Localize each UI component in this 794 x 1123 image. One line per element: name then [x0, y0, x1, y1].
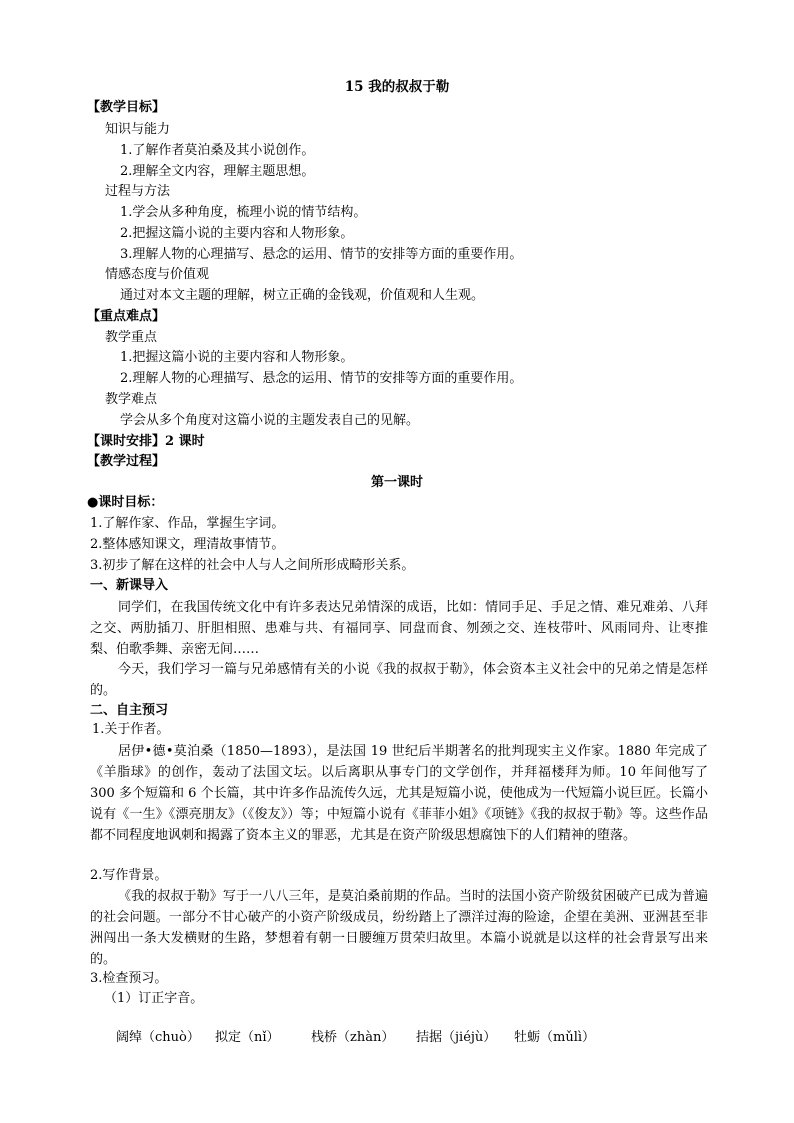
- focus-item: 1.把握这篇小说的主要内容和人物形象。: [120, 350, 354, 365]
- emotion-text: 通过对本文主题的理解，树立正确的金钱观，价值观和人生观。: [120, 288, 485, 303]
- intro-paragraph-2: [90, 659, 708, 701]
- intro-text-1: 同学们，在我国传统文化中有许多表达兄弟情深的成语，比如：情同手足、手足之情、难兄难弟、八拜之交、两肋插刀、肝胆相照、患难与共、有福同享、同盘而食、刎颈之交、连枝带叶、风雨同舟、让枣推梨、伯歌季舞、亲密无间……: [90, 600, 708, 657]
- difficulty-label: 教学难点: [105, 392, 158, 407]
- knowledge-label: 知识与能力: [105, 122, 171, 137]
- author-text: 居伊•德•莫泊桑（1850—1893），是法国 19 世纪后半期著名的批判现实主义作家。1880 年完成了《羊脂球》的创作，轰动了法国文坛。以后离职从事专门的文学创作，并拜福楼拜为师。10 年间他写了 300 多个短篇和 6 个长篇，其中许多作品流传久远，尤其是短篇小说，使他成为一代短篇小说巨匠。长篇小说有《一生》《漂亮朋友》（《俊友》）等；中短篇小说有《菲菲小姐》《项链》《我的叔叔于勒》等。这些作品都不同程度地讽刺和揭露了资本主义的罪恶，尤其是在资产阶级思想腐蚀下的人们精神的堕落。: [90, 744, 708, 843]
- lesson-title: 第一课时: [370, 475, 423, 490]
- pinyin-item: 拟定（nǐ）: [215, 1030, 280, 1045]
- pinyin-item: 牡蛎（mǔlì）: [514, 1030, 596, 1045]
- intro-paragraph-1: [90, 597, 708, 660]
- page-title: 15 我的叔叔于勒: [344, 79, 450, 95]
- difficulty-text: 学会从多个角度对这篇小说的主题发表自己的见解。: [120, 413, 420, 428]
- preview-heading: 二、自主预习: [90, 703, 169, 718]
- author-paragraph: [90, 741, 708, 846]
- background-heading: 2.写作背景。: [90, 868, 168, 883]
- process-label: 过程与方法: [105, 184, 171, 199]
- background-text: 《我的叔叔于勒》写于一八八三年，是莫泊桑前期的作品。当时的法国小资产阶级贫困破产已成为普遍的社会问题。一部分不甘心破产的小资产阶级成员，纷纷踏上了漂洋过海的险途，企望在美洲、亚洲甚至非洲闯出一条大发横财的生路，梦想着有朝一日腰缠万贯荣归故里。本篇小说就是以这样的社会背景写出来的。: [90, 889, 708, 967]
- check-subheading: （1）订正字音。: [104, 991, 204, 1006]
- lesson-goal-heading: ●课时目标：: [87, 495, 164, 510]
- intro-heading: 一、新课导入: [90, 578, 169, 593]
- pinyin-item: 拮据（jiéjù）: [416, 1030, 497, 1045]
- lesson-goal-item: 3.初步了解在这样的社会中人与人之间所形成畸形关系。: [90, 558, 415, 573]
- check-heading: 3.检查预习。: [90, 971, 168, 986]
- process-item: 3.理解人物的心理描写、悬念的运用、情节的安排等方面的重要作用。: [120, 247, 523, 262]
- schedule-text: 【课时安排】2 课时: [87, 434, 205, 449]
- process-item: 2.把握这篇小说的主要内容和人物形象。: [120, 226, 354, 241]
- keypoints-heading: 【重点难点】: [87, 309, 166, 324]
- knowledge-item: 2.理解全文内容，理解主题思想。: [120, 164, 315, 179]
- process-item: 1.学会从多种角度，梳理小说的情节结构。: [120, 205, 367, 220]
- process-heading: 【教学过程】: [87, 454, 166, 469]
- goals-heading: 【教学目标】: [87, 100, 166, 115]
- pinyin-item: 阔绰（chuò）: [116, 1030, 200, 1045]
- author-heading: 1.关于作者。: [92, 722, 170, 737]
- focus-item: 2.理解人物的心理描写、悬念的运用、情节的安排等方面的重要作用。: [120, 371, 523, 386]
- intro-text-2: 今天，我们学习一篇与兄弟感情有关的小说《我的叔叔于勒》，体会资本主义社会中的兄弟之情是怎样的。: [90, 662, 708, 698]
- knowledge-item: 1.了解作者莫泊桑及其小说创作。: [120, 143, 315, 158]
- background-paragraph: [90, 886, 708, 970]
- pinyin-item: 栈桥（zhàn）: [311, 1030, 395, 1045]
- focus-label: 教学重点: [105, 330, 158, 345]
- lesson-goal-item: 2.整体感知课文，理清故事情节。: [90, 537, 285, 552]
- emotion-label: 情感态度与价值观: [105, 267, 210, 282]
- lesson-goal-item: 1.了解作家、作品，掌握生字词。: [90, 516, 285, 531]
